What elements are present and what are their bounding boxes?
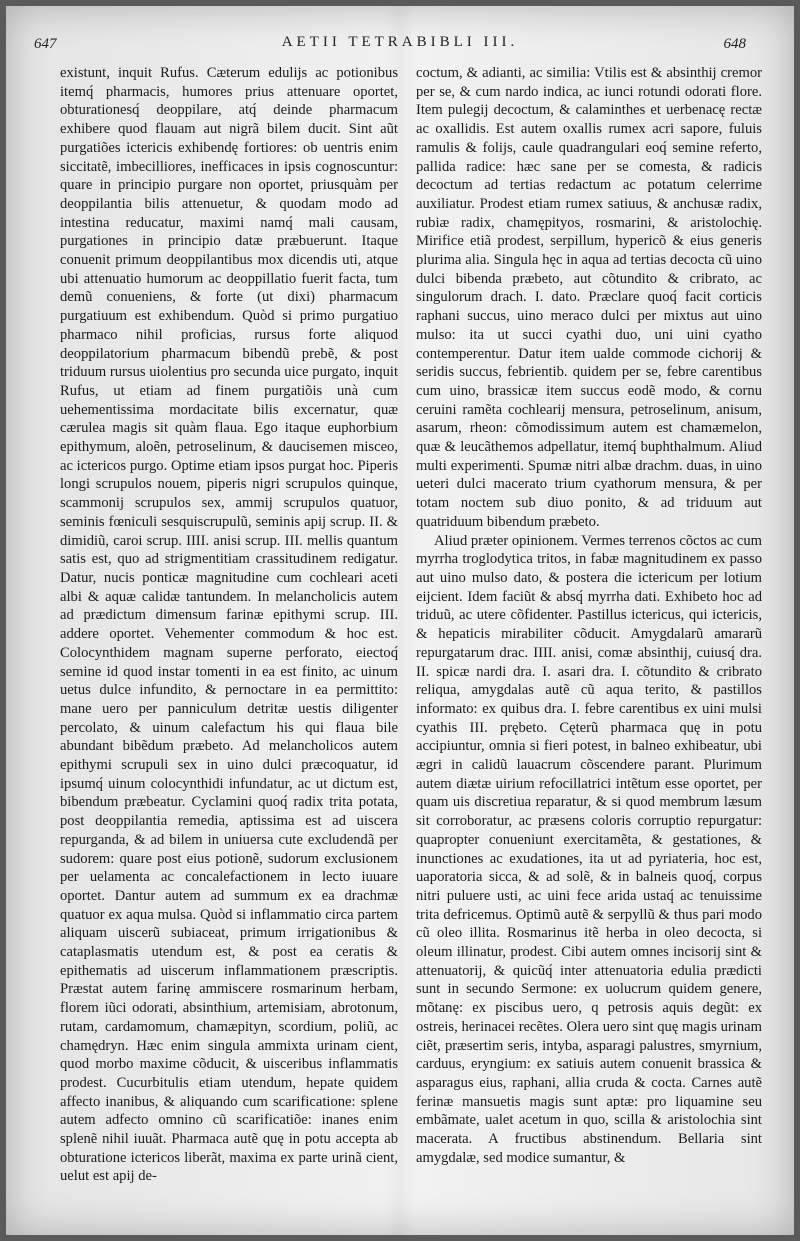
paragraph: Aliud præter opinionem. Vermes terrenos cõctos ac cum myrrha troglodytica tritos, in fabæ magnitudinem ex passo aut uino mulso dato, & postera die ictericum per lotium eijcient. Idem faciũt & absq́ myrrha dati. Exhibeto hoc ad triduũ, ac utere cõfidenter. Pastillus ictericus, qui ictericis, & hepaticis mirabiliter cõducit. Amygdalarũ amararũ repurgatarum drac. IIII. anisi, comæ absinthij, cuiusq́ dra. II. spicæ nardi dra. I. asari dra. I. cõtundito & cribrato reliqua, amygdalas autẽ cũ aqua terito, & pastillos informato: ex quibus dra. I. febre carentibus ex uini mulsi cyathis III. prębeto. Cęterũ pharmaca quę in potu accipiuntur, omnia si fieri potest, in balneo exhibeatur, ubi ægri in calidũ lauacrum cõscendere parant. Plurimum autem diætæ uirium refocillatrici intẽtum esse oportet, per quam uis discretiua reparatur, & si quod membrum læsum sit corroboratur, ac præsens coloris corruptio repurgatur: quapropter conueniunt exercitamẽta, & gestationes, & inunctiones ac exudationes, ita ut ad pyriateria, hoc est, uaporatoria sicca, & ad solẽ, & in balneis quoq́, corpus nitri puluere usti, ac uini fece arida ustaq́ ac tenuissime trita defricemus. Optimũ autẽ & serpyllũ & thus pari modo cũ oleo illita. Rosmarinus itẽ herba in oleo decocta, si oleum illinatur, prodest. Cibi autem omnes incisorij sint & attenuatorij, & quicũq́ inter attenuatoria edulia prædicti sunt in secundo Sermone: ex uolucrum quidem genere, mõtanę: ex piscibus uero, q petrosis aquis degũt: ex ostreis, herinacei recẽtes. Olera uero sint quę magis urinam ciẽt, præsertim seris, intyba, asparagi palustres, smyrnium, carduus, eryngium: ex satiuis autem conuenit brassica & asparagus eius, raphani, allia cruda & cocta. Carnes autẽ ferinæ mansuetis magis sunt aptæ: pro liquamine seu embãmate, ualet acetum in quo, scilla & aristolochia sint macerata. A fructibus abstinendum. Bellaria sint amygdalæ, sed modice sumantur, & [416,532,763,1166]
paragraph: existunt, inquit Rufus. Cæterum edulijs ac potionibus itemq́ pharmacis, humores prius attenuare oportet, obturationesq́ deoppilare, atq́ deinde pharmacum exhibere quod flauam aut nigrã bilem ducit. Sint aũt purgatiões ictericis exhibendę fortiores: ob uentris enim siccitatẽ, imbecilliores, inefficaces in ipsis cognoscuntur: quare in principio purgare non oportet, priusquàm per deoppilantia bilis attenuetur, & quodam modo ad intestina reducatur, maximi namq́ mali causam, purgationes in principio datæ præbuerunt. Itaque conuenit primum deoppilantibus mox dicendis uti, atque ubi attenuatio humorum ac deoppillatio fuerit facta, tum demũ conueniens, & forte (ut dixi) pharmacum purgatiuum est exhibendum. Quòd si primo purgatiuo pharmaco nihil proficias, rursus forte aliquod deoppilatorium pharmacum bibendũ prebẽ, & post triduum rursus uiolentius pro secunda uice purgato, inquit Rufus, ut etiam ad finem purgatiõis unà cum uehementissima mordacitate bilis excernatur, quæ cærulea magis sit quàm flaua. Ego itaque euphorbium epithymum, aloẽn, petroselinum, & daucisemen misceo, ac ictericos purgo. Optime etiam ipsos purgat hoc. Piperis longi scrupulos nouem, piperis nigri scrupulos quinque, scammonij scrupulos sex, ammij scrupulos quatuor, seminis fœniculi sesquiscrupulũ, seminis apij scrup. II. & dimidiũ, caroi scrup. IIII. anisi scrup. III. mellis quantum satis est, quo ad strigmentitiam crassitudinem redigatur. Datur, nucis ponticæ magnitudine cum cochleari aceti albi & aquæ calidæ tantundem. In melancholicis autem ad prædictum dimensum farinæ epithymi scrup. III. addere oportet. Vehementer commodum & hoc est. Colocynthidem magnam superne perforato, eiectoq́ semine id quod instar tomenti in ea est finito, ac uinum uetus dulce infundito, & pernoctare in ea permittito: mane uero per panniculum detritæ uestis diligenter percolato, & uinum calefactum his qui flaua bile abundant bibẽdum præbeto. Ad melancholicos autem epithymi scrupuli sex in uino dulci præcoquatur, id ipsumq́ uinum colocynthidi infundatur, ac ut dictum est, bibendum præbeatur. Cyclamini quoq́ radix trita potata, post deoppilantia remedia, aptissima est ad uiscera repurganda, & ad bilem in uniuersa cute excludendã per sudorem: quare post eius potionẽ, sudorum exclusionem per uelamenta ac concalefactionem in lecto iuuare oportet. Dantur autem ad summum ex ea drachmæ quatuor ex aqua mulsa. Quòd si inflammatio circa partem aliquam uiscerũ subiaceat, primum irrigationibus & cataplasmatis utendum est, & post ea ceratis & epithematis ad uiscerum inflammationem præscriptis. Præstat autem farinę ammiscere rosmarinum herbam, florem iũci odorati, absinthium, artemisiam, abrotonum, rutam, cardamomum, chamæpityn, scordium, poliũ, ac chamędryn. Hæc enim singula ammixta urinam cient, quod morbo maxime cõducit, & uisceribus inflammatis prodest. Cucurbitulis etiam utendum, hepate quidem affecto inanibus, & aliquando cum scarificatione: splene autem adfecto omnino cũ scarificatiõe: inanes enim splenẽ nihil iuuãt. Pharmaca autẽ quę in potu accepta ab obturatione ictericos liberãt, maxima ex parte urinã cient, uelut est apij de- [60,65,398,1185]
right-page-number: 648 [723,36,746,52]
paragraph: coctum, & adianti, ac similia: Vtilis est & absinthij cremor per se, & cum nardo indica, ac iunci rotundi odorati flore. Item pulegij decoctum, & calaminthes et uerbenacę rectæ ac oxallidis. Est autem oxallis rumex acri sapore, fuluis ramulis & folijs, caule quadrangulari eoq́ semine referto, pallida radice: hæc sane per se comesta, & radicis decoctum ad tertias redactum ac potatum celerrime auxiliatur. Prodest etiam rumex satiuus, & anchusæ radix, rubiæ radix, chamępityos, rosmarini, & aristolochię. Mirifice etiã prodest, serpillum, hypericõ & eius generis plurima alia. Singula hęc in aqua ad tertias decocta cũ uino dulci bibenda præbeto, aut cõtundito & cribrato, ac singulorum drach. I. dato. Præclare quoq́ facit corticis raphani succus, uino meraco dulci per mixtus aut uino mulso: ita ut succi cyathi duo, uni uini cyatho contemperentur. Datur item ualde commode cichorij & seridis succus, febrientib. quidem per se, febre carentibus cum uino, brassicæ item succus eodẽ modo, & cornu ceruini ramẽta cochlearij mensura, petroselinum, anisum, asarum, rheon: cõmodissimum autem est chamæmelon, quæ & leucãthemos adpellatur, itemq́ buphthalmum. Aliud multi experimenti. Spumæ nitri albæ drachm. duas, in uino ueteri dulci macerato trium cyathorum mensura, & per totam noctem sub diuo ponito, & ad triduum aut quatriduum bibendum præbeto. [416,65,762,530]
book-page [6,6,794,1235]
left-text-column [60,64,398,1186]
right-text-column [416,64,762,1167]
running-title: AETII TETRABIBLI III. [281,34,519,50]
left-page-number: 647 [34,36,57,52]
